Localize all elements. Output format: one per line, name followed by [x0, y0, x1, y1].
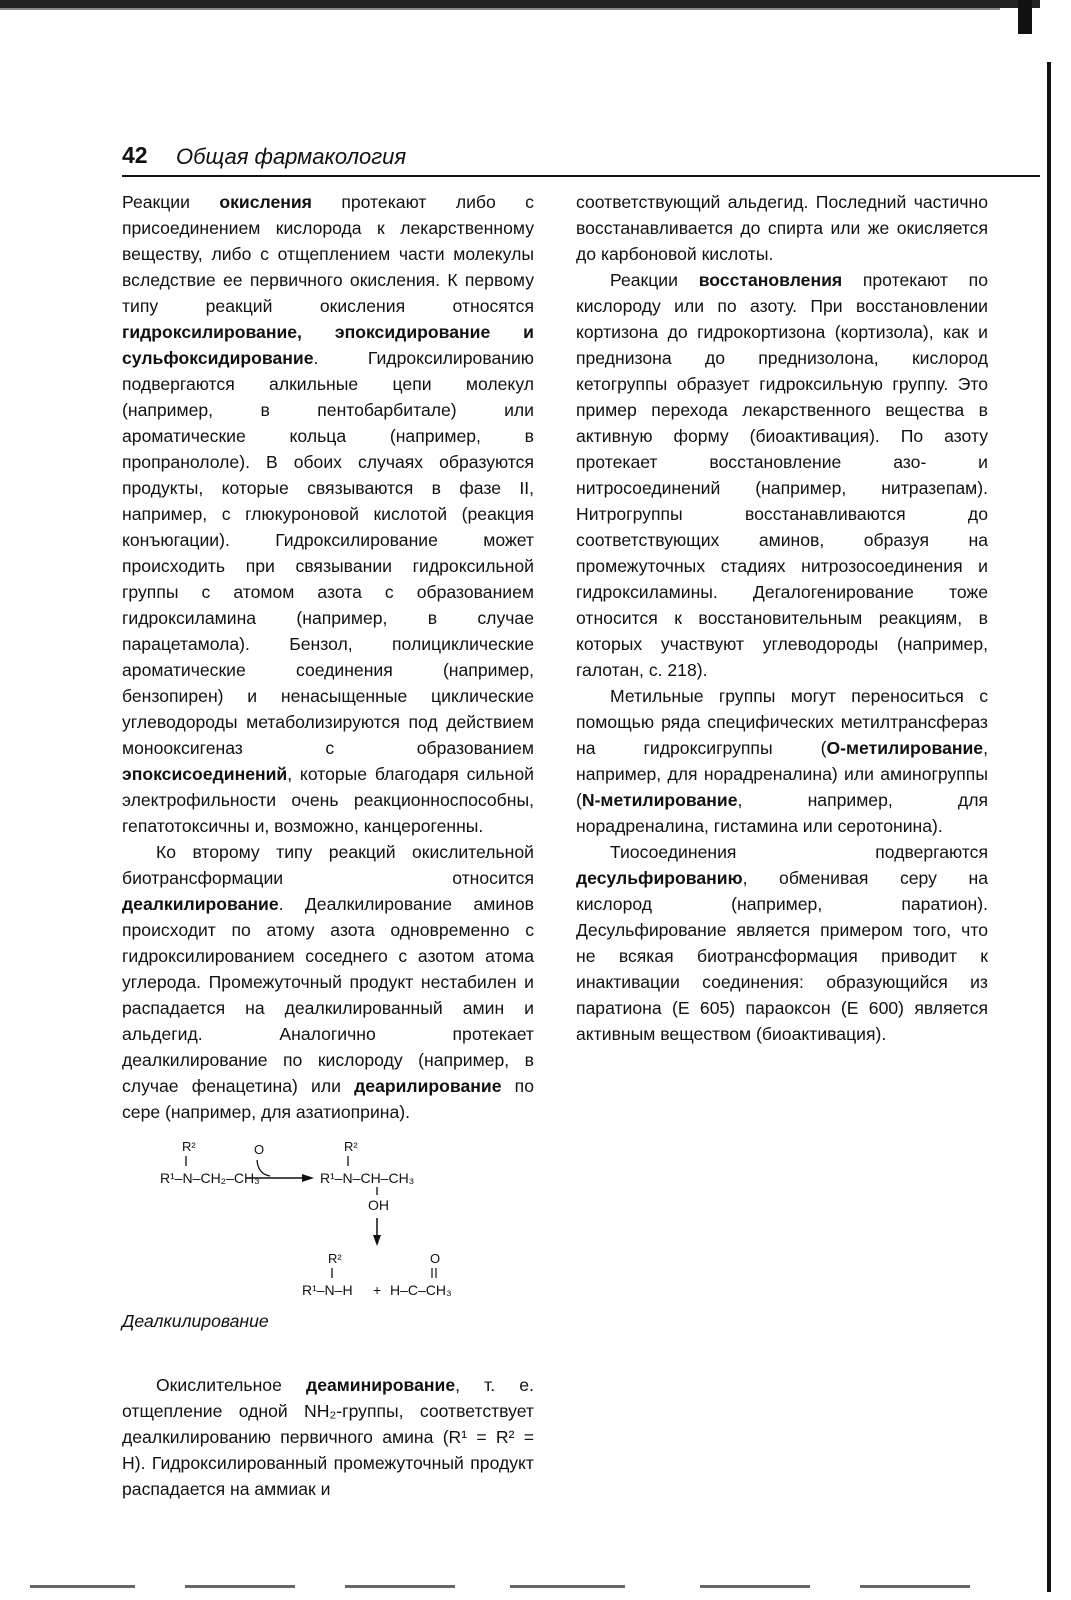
bottom-scan-dash — [510, 1585, 625, 1588]
text-run: соответствующий альдегид. Последний частично восстанавливается до спирта или же окисляется до карбоновой кислоты. — [576, 192, 988, 264]
text-run: Метильные группы могут переноситься с помощью ряда специфических метилтрансфераз на гидроксигруппы ( — [576, 686, 988, 758]
bold-term: N-метилирование — [581, 790, 738, 810]
dealkylation-scheme — [130, 1130, 520, 1315]
decomposition-arrowhead — [373, 1235, 381, 1246]
paragraph-reduction — [576, 267, 988, 683]
bold-term: восстановления — [698, 270, 843, 290]
page-header — [122, 139, 1040, 179]
paragraph-dealkylation — [122, 839, 534, 1125]
top-scan-border — [0, 0, 1040, 8]
paragraph-desulfuration — [576, 839, 988, 1047]
product-amine-formula: R¹–N–H — [302, 1282, 353, 1298]
text-run: , например, для норадреналина, гистамина или серотонина). — [576, 790, 988, 836]
text-run: Тиосоединения подвергаются — [610, 842, 988, 862]
product-aldehyde-formula: H–C–CH₃ — [390, 1282, 452, 1298]
text-run: , которые благодаря сильной электрофильности очень реакционноспособны, гепатотоксичны и, возможно, канцерогенны. — [122, 764, 534, 836]
bottom-scan-dash — [345, 1585, 455, 1588]
oxygen-label: O — [254, 1142, 265, 1157]
text-run: Реакции — [122, 192, 220, 212]
paragraph-deamination — [122, 1372, 534, 1502]
reaction-arrowhead — [302, 1174, 314, 1182]
bottom-scan-dash — [30, 1585, 135, 1588]
text-run: Окислительное — [156, 1375, 307, 1395]
text-run: по сере (например, для азатиоприна). — [122, 1076, 534, 1122]
text-run: , т. е. отщепление одной NH₂-группы, соответствует деалкилированию первичного амина (R¹ = R² = H). Гидроксилированный промежуточный продукт распадается на аммиак и — [122, 1375, 534, 1499]
bold-term: десульфированию — [576, 868, 743, 888]
left-column — [122, 189, 534, 1125]
reaction-scheme-svg — [130, 1130, 520, 1315]
text-run: протекают либо с присоединением кислорода к лекарственному веществу, либо с отщеплением части молекулы вследствие ее первичного окисления. К первому типу реакций окисления относятся — [122, 192, 534, 316]
bold-term: деаминирование — [306, 1375, 456, 1395]
right-scan-border — [1047, 62, 1051, 1592]
bold-term: эпоксисоединений — [122, 764, 288, 784]
text-run: протекают по кислороду или по азоту. При восстановлении кортизона до гидрокортизона (кортизола), как и преднизона до преднизолона, кислород кетогруппы образует гидроксильную группу. Это пример перехода лекарственного вещества в активную форму (биоактивация). По азоту протекает восстановление азо- и нитросоединений (например, нитразепам). Нитрогруппы восстанавливаются до соответствующих аминов, образуя на промежуточных стадиях нитрозосоединения и гидроксиламины. Дегалогенирование тоже относится к восстановительным реакциям, в которых участвуют углеводороды (например, галотан, с. 218). — [576, 270, 988, 680]
corner-scan-mark — [1018, 0, 1032, 34]
running-title: Общая фармакология — [176, 144, 407, 169]
bold-term: О-метилирование — [826, 738, 984, 758]
bottom-scan-dash — [185, 1585, 295, 1588]
bold-term: деарилирование — [354, 1076, 502, 1096]
text-run: , обменивая серу на кислород (например, паратион). Десульфирование является примером того, что не всякая биотрансформация приводит к инактивации соединения: образующийся из паратиона (E 605) параоксон (E 600) является активным веществом (биоактивация). — [576, 868, 988, 1044]
scheme-caption: Деалкилирование — [122, 1311, 269, 1331]
bold-term: деалкилирование — [122, 894, 279, 914]
text-run: , например, для норадреналина) или аминогруппы ( — [576, 738, 988, 810]
paragraph-methylation — [576, 683, 988, 839]
intermediate-formula: R¹–N–CH–CH₃ — [320, 1170, 415, 1186]
bottom-left-column — [122, 1372, 534, 1502]
reactant-r2-label: R² — [182, 1139, 196, 1154]
text-run: Реакции — [610, 270, 699, 290]
bottom-scan-dash — [860, 1585, 970, 1588]
reactant-formula: R¹–N–CH₂–CH₃ — [160, 1170, 260, 1186]
bold-term: гидроксилирование, эпоксидирование и сульфоксидирование — [122, 322, 534, 368]
text-run: . Деалкилирование аминов происходит по атому азота одновременно с гидроксилированием соседнего с азотом атома углерода. Промежуточный продукт нестабилен и распадается на деалкилированный амин и альдегид. Аналогично протекает деалкилирование по кислороду (например, в случае фенацетина) или — [122, 894, 534, 1096]
plus-sign: + — [373, 1282, 382, 1298]
right-column — [576, 189, 988, 1047]
bold-term: окисления — [219, 192, 312, 212]
top-scan-border-shadow — [0, 8, 1000, 10]
intermediate-r2-label: R² — [344, 1139, 358, 1154]
product-r2-label: R² — [328, 1251, 342, 1266]
header-rule — [122, 175, 1040, 177]
aldehyde-oxygen-label: O — [430, 1251, 441, 1266]
paragraph-aldehyde-continuation — [576, 189, 988, 267]
hydroxyl-label: OH — [368, 1197, 389, 1213]
text-run: Ко второму типу реакций окислительной биотрансформации относится — [122, 842, 534, 888]
text-run: . Гидроксилированию подвергаются алкильные цепи молекул (например, в пентобарбитале) или ароматические кольца (например, в пропранололе). В обоих случаях образуются продукты, которые связываются в фазе II, например, с глюкуроновой кислотой (реакция конъюгации). Гидроксилирование может происходить при связывании гидроксильной группы с атомом азота с образованием гидроксиламина (например, в случае парацетамола). Бензол, полициклические ароматические соединения (например, бензопирен) и ненасыщенные циклические углеводороды метаболизируются под действием монооксигеназ с образованием — [122, 348, 534, 758]
bottom-scan-dash — [700, 1585, 810, 1588]
page-number: 42 — [122, 142, 148, 168]
paragraph-oxidation — [122, 189, 534, 839]
